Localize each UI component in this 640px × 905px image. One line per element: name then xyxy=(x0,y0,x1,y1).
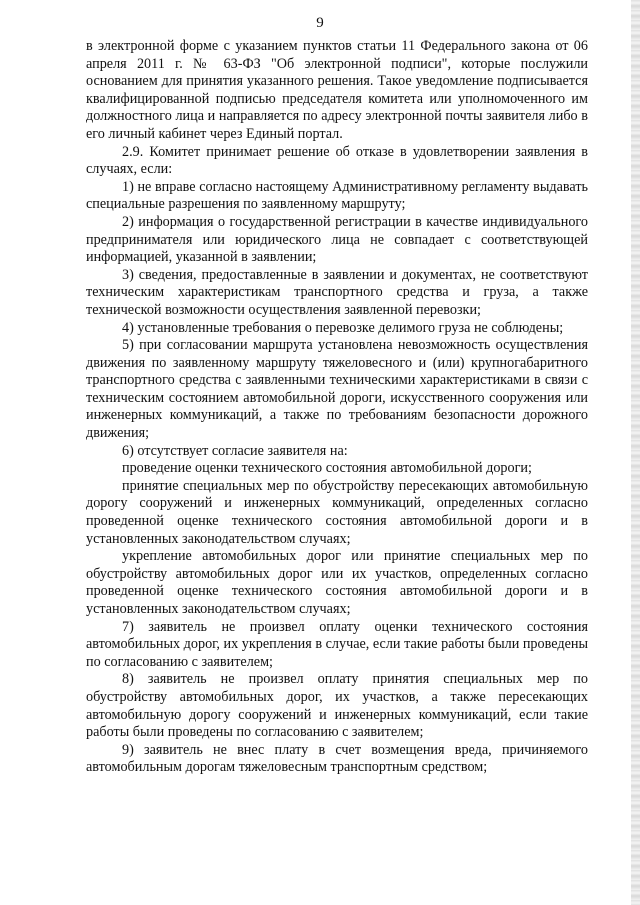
scan-edge-strip xyxy=(631,0,640,905)
list-item-6-sub-1: проведение оценки технического состояния автомобильной дороги; xyxy=(122,460,532,477)
paragraph-2-9: 2.9. Комитет принимает решение об отказе в удовлетворении заявления в случаях, если: xyxy=(86,143,588,178)
list-item-6-sub-2: принятие специальных мер по обустройству пересекающих автомобильную дорогу сооружений и инженерных коммуникаций, определенных согласно проведенной оценке технического состояния автомобильной дороги и в установленных законодательством случаях; xyxy=(86,477,588,547)
list-item-8: 8) заявитель не произвел оплату принятия специальных мер по обустройству автомобильных дорог, их участков, а также пересекающих автомобильную дорогу сооружений и инженерных коммуникаций, если такие работы были проведены по согласованию с заявителем; xyxy=(86,671,588,741)
list-item-4: 4) установленные требования о перевозке делимого груза не соблюдены; xyxy=(122,319,564,336)
document-body xyxy=(86,38,588,777)
list-item-2: 2) информация о государственной регистрации в качестве индивидуального предпринимателя или юридического лица не совпадает с соответствующей информацией, указанной в заявлении; xyxy=(86,213,588,266)
list-item-6: 6) отсутствует согласие заявителя на: xyxy=(122,442,348,459)
list-item-7: 7) заявитель не произвел оплату оценки технического состояния автомобильных дорог, их укрепления в случае, если такие работы были проведены по согласованию с заявителем; xyxy=(86,618,588,670)
list-item-3: 3) сведения, предоставленные в заявлении и документах, не соответствуют техническим характеристикам транспортного средства и груза, а также технической возможности осуществления заявленной перевозки; xyxy=(86,266,588,318)
list-item-1: 1) не вправе согласно настоящему Административному регламенту выдавать специальные разрешения по заявленному маршруту; xyxy=(86,178,588,213)
list-item-6-sub-3: укрепление автомобильных дорог или принятие специальных мер по обустройству автомобильных дорог или их участков, определенных согласно проведенной оценке технического состояния автомобильной дороги и в установленных законодательством случаях; xyxy=(86,548,588,617)
page-number: 9 xyxy=(316,15,324,31)
list-item-5: 5) при согласовании маршрута установлена невозможность осуществления движения по заявленному маршруту тяжеловесного и (или) крупногабаритного транспортного средства с заявленными техническими характеристиками в связи с техническим состоянием автомобильной дороги, искусственного сооружения или инженерных коммуникаций, а также по требованиям безопасности дорожного движения; xyxy=(86,337,588,442)
list-item-9: 9) заявитель не внес плату в счет возмещения вреда, причиняемого автомобильным дорогам тяжеловесным транспортным средством; xyxy=(86,741,588,776)
paragraph-continuation: в электронной форме с указанием пунктов статьи 11 Федерального закона от 06 апреля 2011 г. № 63-ФЗ "Об электронной подписи", которые послужили основанием для принятия указанного решения. Такое уведомление подписывается квалифицированной подписью председателя комитета или уполномоченного им должностного лица и направляется по адресу электронной почты заявителя либо в его личный кабинет через Единый портал. xyxy=(86,38,588,142)
